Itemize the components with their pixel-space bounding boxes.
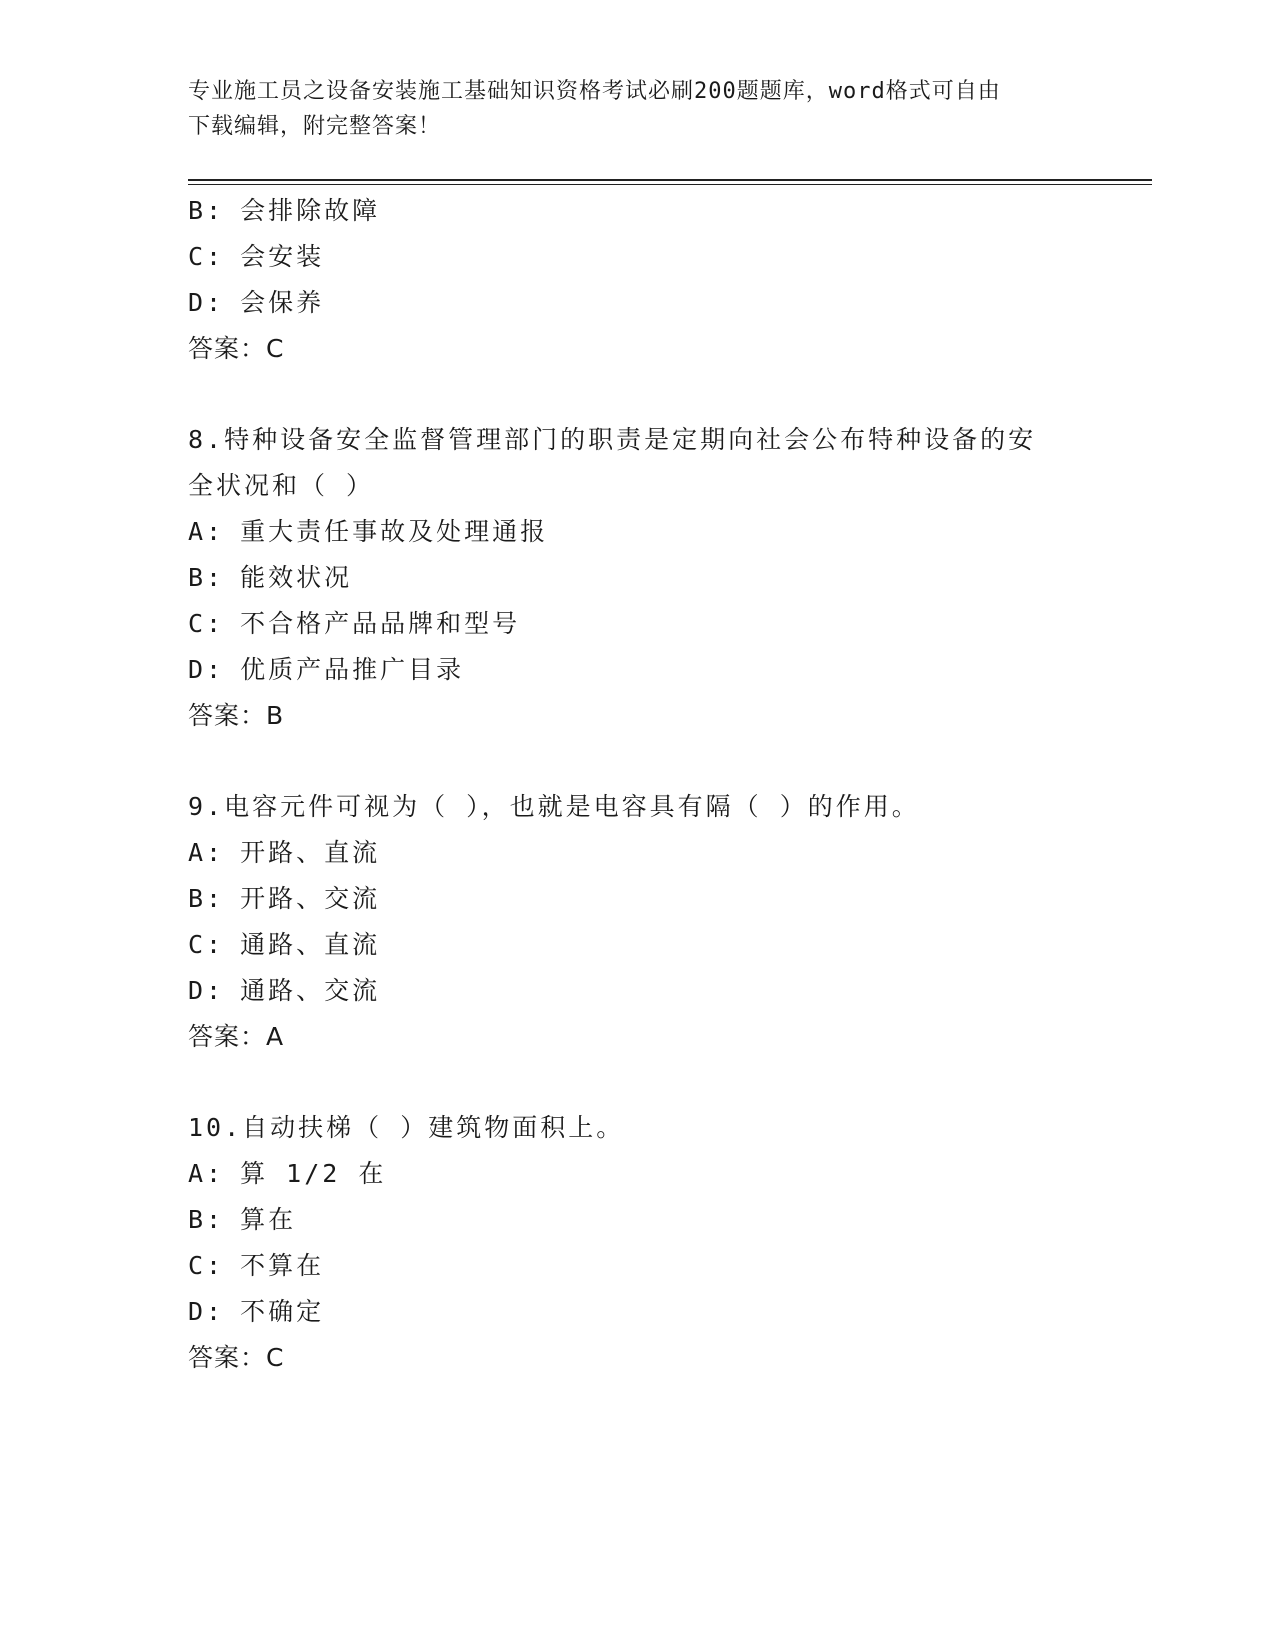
option-b: B: 能效状况: [188, 563, 353, 592]
question-stem-line-1: 8.特种设备安全监督管理部门的职责是定期向社会公布特种设备的安: [188, 425, 1037, 454]
option-a: A: 开路、直流: [188, 838, 381, 867]
option-b: B: 算在: [188, 1205, 297, 1234]
option-c: C: 会安装: [188, 242, 325, 271]
option-b: B: 开路、交流: [188, 884, 381, 913]
header-divider: [188, 179, 1152, 185]
question-stem-line-1: 9.电容元件可视为（ ），也就是电容具有隔（ ）的作用。: [188, 792, 920, 821]
answer-line: 答案：C: [188, 334, 285, 363]
option-c: C: 不合格产品品牌和型号: [188, 609, 521, 638]
option-b: B: 会排除故障: [188, 196, 381, 225]
answer-line: 答案：A: [188, 1022, 285, 1051]
answer-line: 答案：C: [188, 1343, 285, 1372]
question-7: [188, 188, 1108, 372]
spacer: [188, 372, 1108, 417]
spacer: [188, 739, 1108, 784]
question-8: [188, 417, 1108, 739]
question-10: [188, 1105, 1108, 1381]
option-a: A: 算 1/2 在: [188, 1159, 387, 1188]
option-d: D: 通路、交流: [188, 976, 381, 1005]
option-a: A: 重大责任事故及处理通报: [188, 517, 549, 546]
header-title-line-1: 专业施工员之设备安装施工基础知识资格考试必刷200题题库，word格式可自由: [188, 79, 1001, 104]
option-d: D: 会保养: [188, 288, 325, 317]
option-c: C: 通路、直流: [188, 930, 381, 959]
option-c: C: 不算在: [188, 1251, 325, 1280]
option-d: D: 优质产品推广目录: [188, 655, 465, 684]
header-title-line-2: 下载编辑，附完整答案！: [188, 114, 442, 139]
question-stem-line-1: 10.自动扶梯（ ）建筑物面积上。: [188, 1113, 625, 1142]
question-list: [188, 188, 1108, 1381]
question-stem-line-2: 全状况和（ ）: [188, 471, 375, 500]
option-d: D: 不确定: [188, 1297, 325, 1326]
answer-line: 答案：B: [188, 701, 285, 730]
question-9: [188, 784, 1108, 1060]
document-header: [188, 74, 1068, 144]
spacer: [188, 1060, 1108, 1105]
